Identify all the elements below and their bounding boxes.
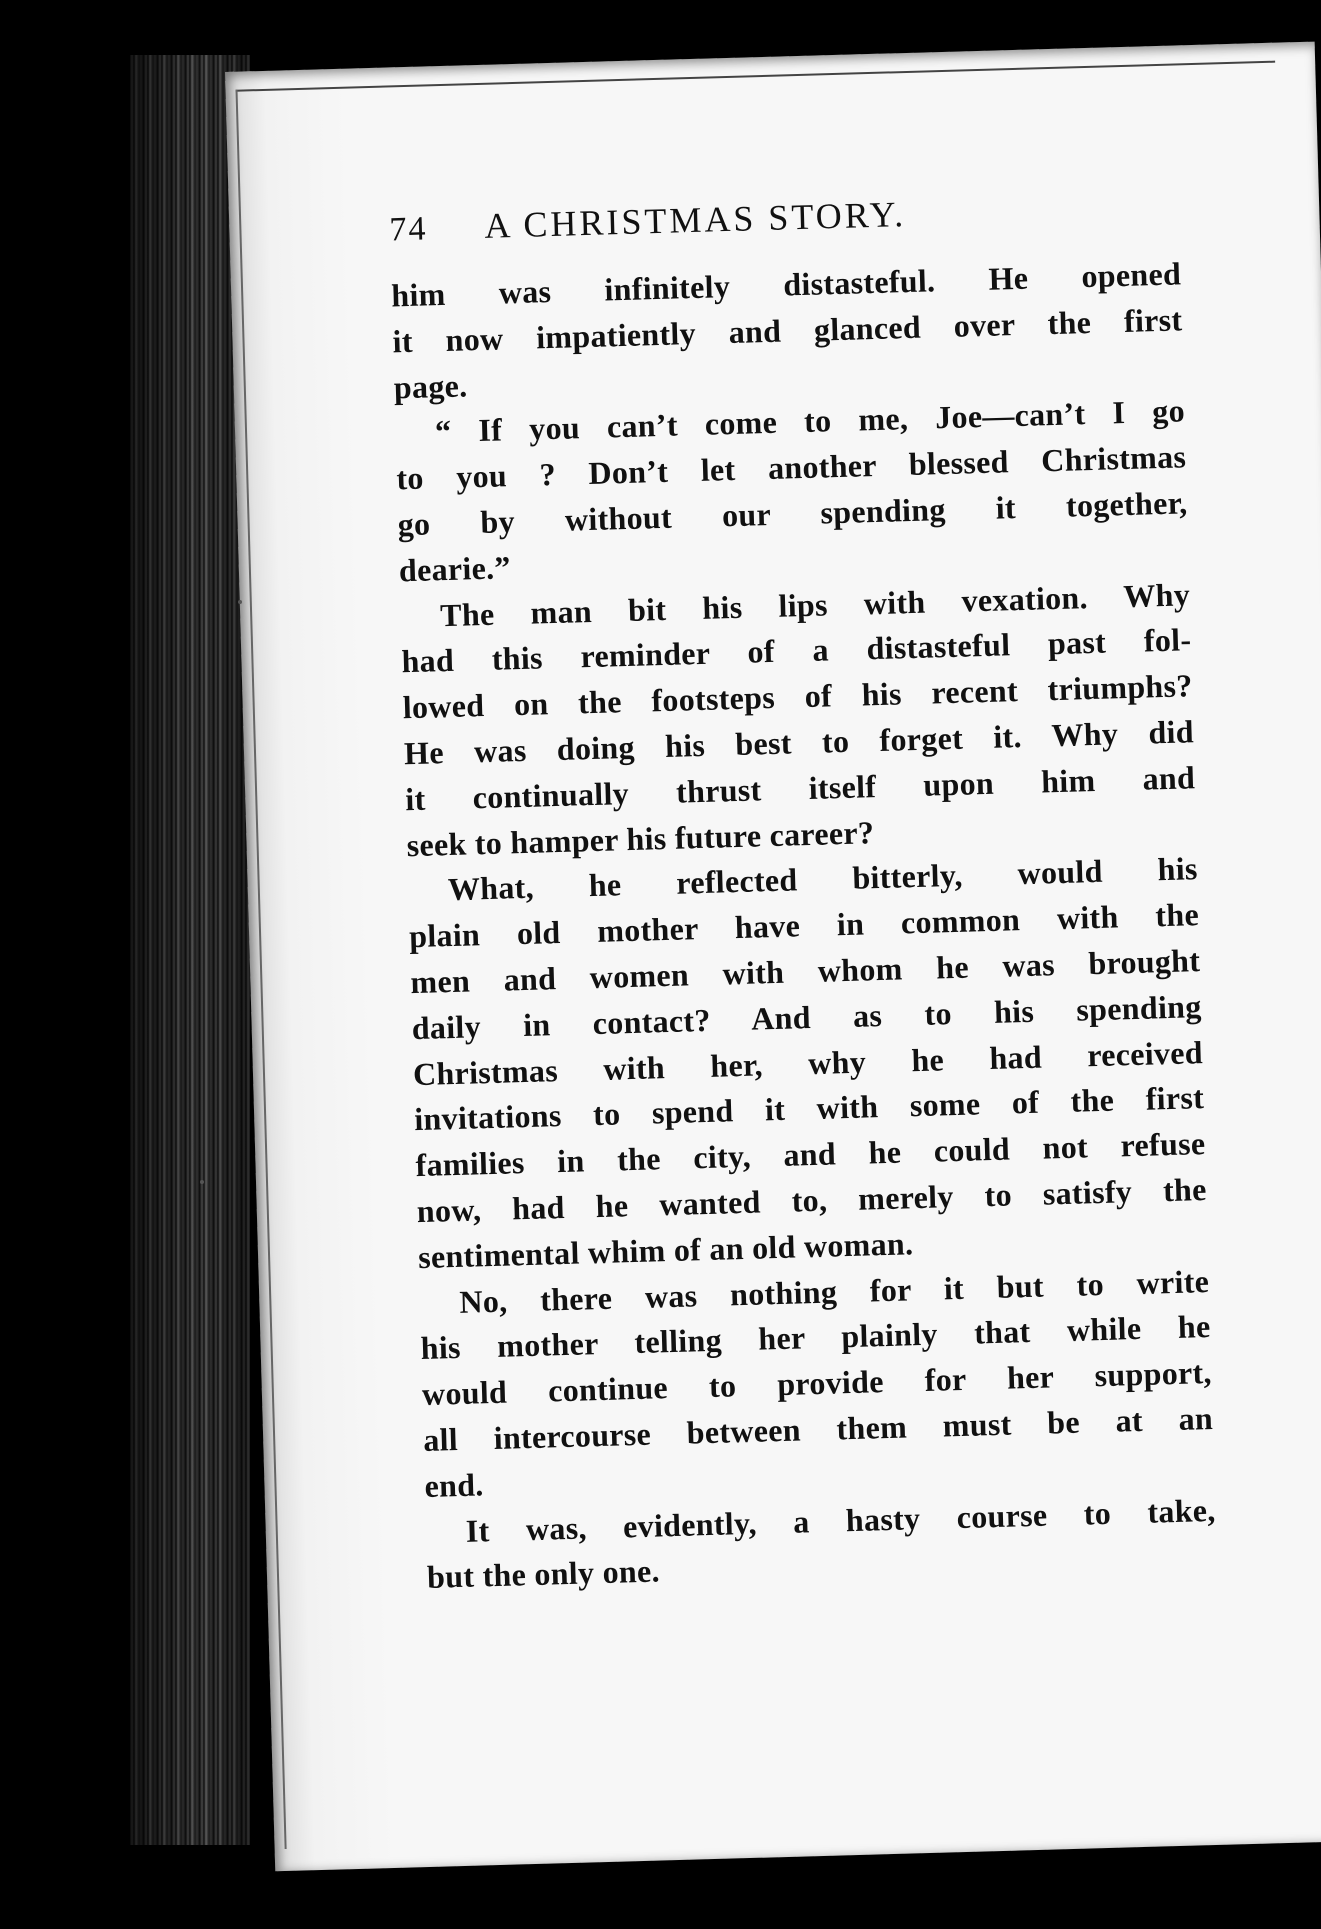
page-sheet bbox=[225, 42, 1321, 1872]
text-line: sentimental whim of an old woman. bbox=[417, 1224, 914, 1275]
text-line: lowed on the footsteps of his recent triumphs? bbox=[402, 667, 1194, 726]
text-line: Christmas with her, why he had received bbox=[412, 1033, 1204, 1092]
scan-speck bbox=[238, 600, 242, 604]
text-line: to you ? Don’t let another blessed Christmas bbox=[395, 438, 1187, 497]
text-line: plain old mother have in common with the bbox=[408, 896, 1200, 955]
text-line: men and women with whom he was brought bbox=[409, 942, 1201, 1001]
text-line: What, he reflected bitterly, would his bbox=[447, 850, 1199, 908]
text-line: all intercourse between them must be at an bbox=[422, 1399, 1214, 1458]
text-line: page. bbox=[393, 366, 468, 405]
text-line: would continue to provide for her support, bbox=[421, 1354, 1213, 1413]
text-line: It was, evidently, a hasty course to take, bbox=[465, 1491, 1217, 1549]
text-line: He was doing his best to forget it. Why did bbox=[403, 713, 1195, 772]
text-line: dearie.” bbox=[398, 549, 512, 589]
text-line: daily in contact? And as to his spending bbox=[411, 987, 1202, 1046]
text-line: him was infinitely distasteful. He opened bbox=[390, 255, 1182, 314]
text-line: go by without our spending it together, bbox=[397, 484, 1188, 543]
text-line: families in the city, and he could not refuse bbox=[415, 1125, 1206, 1184]
text-line: seek to hamper his future career? bbox=[406, 813, 875, 863]
text-line: “ If you can’t come to me, Joe—can’t I go bbox=[434, 392, 1186, 450]
text-line: now, had he wanted to, merely to satisfy the bbox=[416, 1170, 1208, 1230]
text-line: it now impatiently and glanced over the first bbox=[392, 301, 1183, 360]
text-line: but the only one. bbox=[426, 1552, 661, 1596]
page-number: 74 bbox=[388, 210, 428, 249]
text-line: his mother telling her plainly that while he bbox=[420, 1308, 1211, 1367]
text-line: end. bbox=[424, 1466, 485, 1504]
page-text-block bbox=[389, 185, 1218, 1601]
text-line: No, there was nothing for it but to write bbox=[458, 1262, 1210, 1320]
text-line: invitations to spend it with some of the first bbox=[413, 1079, 1205, 1138]
page-top-edge bbox=[235, 61, 1275, 92]
text-line: The man bit his lips with vexation. Why bbox=[439, 575, 1191, 633]
text-line: it continually thrust itself upon him and bbox=[404, 758, 1196, 818]
scan-speck bbox=[200, 1180, 204, 1184]
text-line: had this reminder of a distasteful past fol- bbox=[401, 621, 1192, 680]
running-title: A CHRISTMAS STORY. bbox=[483, 194, 907, 246]
